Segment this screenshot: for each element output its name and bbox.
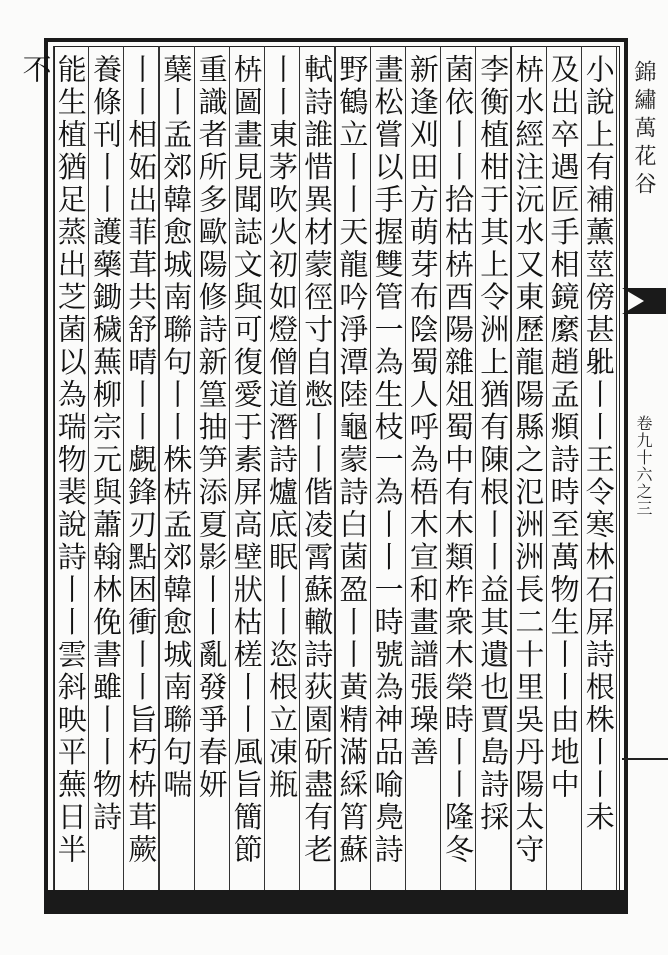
text-column: 能生植猶足蒸出芝菌以為瑞物裴說詩丨丨雲斜映平蕪日半 bbox=[53, 54, 88, 867]
text-column: 畫松嘗以手握雙管一為生枝一為丨丨一時號為神品喻鳧詩 bbox=[370, 54, 405, 867]
text-column: 丨丨東茅吹火初如燈僧道潛詩爐底眠丨丨恣根立凍瓶 bbox=[265, 54, 299, 802]
text-column: 野鶴立丨丨天龍吟淨潭陸龜蒙詩白菌盈丨丨黃精滿綵筲蘇 bbox=[335, 54, 370, 867]
book-title: 錦繡萬花谷 bbox=[631, 60, 656, 200]
text-column: 不 bbox=[18, 54, 53, 87]
text-column: 菌依丨丨拾枯枿酉陽雜俎蜀中有木類柞衆木榮時丨丨隆冬 bbox=[441, 54, 475, 867]
text-column: 枿水經注沅水又東歷龍陽縣之氾洲洲長二十里吳丹陽太守 bbox=[511, 54, 546, 867]
text-column: 新逢刈田方萌芽布陰蜀人呼為梧木宣和畫譜張璪善 bbox=[405, 54, 440, 769]
text-column: 枿圖畫見聞誌文與可復愛于素屏高壁狀枯槎丨丨風旨簡節 bbox=[229, 54, 264, 867]
margin-rule bbox=[622, 758, 668, 760]
text-column: 李衡植柑于其上令洲上猶有陳根丨丨益其遺也賈島詩採 bbox=[476, 54, 511, 834]
text-column: 蘖丨孟郊韓愈城南聯句丨丨株枿孟郊韓愈城南聯句喘 bbox=[159, 54, 194, 802]
volume-label: 卷九十六之三 bbox=[634, 415, 653, 517]
page-bottom-band bbox=[44, 890, 628, 914]
text-column: 養條刊丨丨護藥鋤穢蕪柳宗元與蕭翰林俛書雖丨丨物詩 bbox=[89, 54, 123, 834]
text-column: 小說上有補薰莖傍甚𨈚丨丨王令寒林石屏詩根株丨丨未 bbox=[581, 54, 616, 834]
text-column: 軾詩誰惜異材蒙徑寸自憋丨丨偕凌霄蘇轍詩荻園斫盡有老 bbox=[300, 54, 335, 867]
text-column: 丨丨相妬出菲茸共舒晴丨丨覷鋒刃點困衝丨丨旨朽枿茸蕨 bbox=[124, 54, 159, 867]
text-column: 及出卒遇匠手相鏡縻趙孟頫詩時至萬物生丨丨由地中 bbox=[546, 54, 581, 802]
text-column: 重識者所多歐陽修詩新篁抽笋添夏影丨丨亂發爭春妍 bbox=[194, 54, 229, 802]
